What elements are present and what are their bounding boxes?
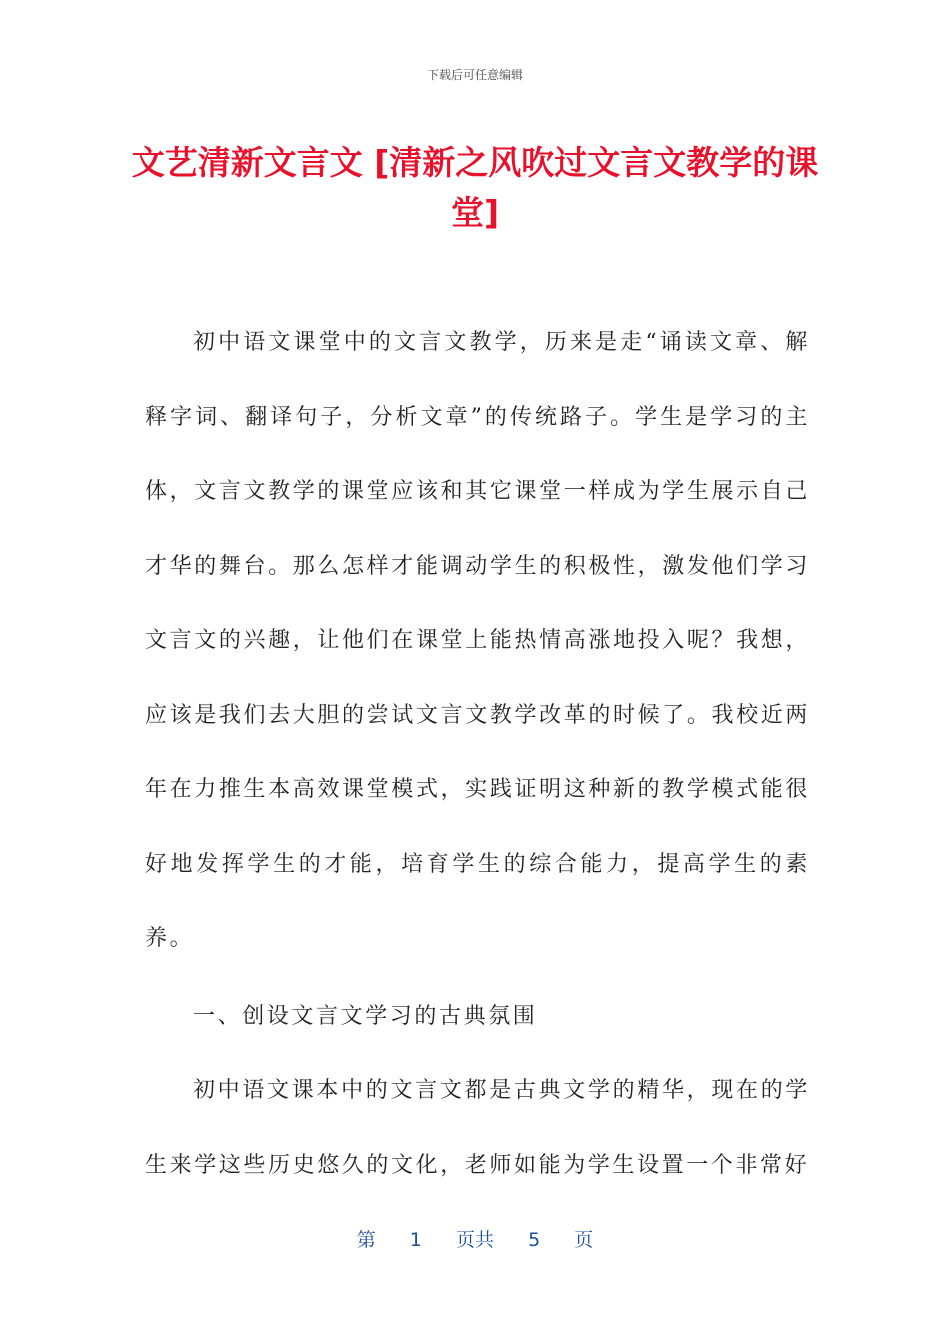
footer-current-page: 1: [409, 1229, 422, 1251]
body-paragraph-1: 初中语文课堂中的文言文教学，历来是走“诵读文章、解释字词、翻译句子，分析文章”的传统路子。学生是学习的主体，文言文教学的课堂应该和其它课堂一样成为学生展示自己才华的舞台。那么怎样才能调动学生的积极性，激发他们学习文言文的兴趣，让他们在课堂上能热情高涨地投入呢？我想，应该是我们去大胆的尝试文言文教学改革的时候了。我校近两年在力推生本高效课堂模式，实践证明这种新的教学模式能很好地发挥学生的才能，培育学生的综合能力，提高学生的素养。: [145, 330, 810, 951]
footer-prefix: 第: [356, 1229, 376, 1251]
body-paragraph-2: 初中语文课本中的文言文都是古典文学的精华，现在的学生来学这些历史悠久的文化，老师如能为学生设置一个非常好: [145, 1078, 810, 1178]
document-title: 文艺清新文言文 [清新之风吹过文言文教学的课堂]: [131, 143, 819, 232]
page-footer: [0, 1225, 950, 1252]
header-note: 下载后可任意编辑: [426, 68, 523, 82]
section-heading: 一、创设文言文学习的古典氛围: [193, 1004, 538, 1029]
footer-total-pages: 5: [528, 1229, 541, 1251]
footer-middle: 页共: [455, 1229, 494, 1251]
footer-suffix: 页: [574, 1229, 594, 1251]
